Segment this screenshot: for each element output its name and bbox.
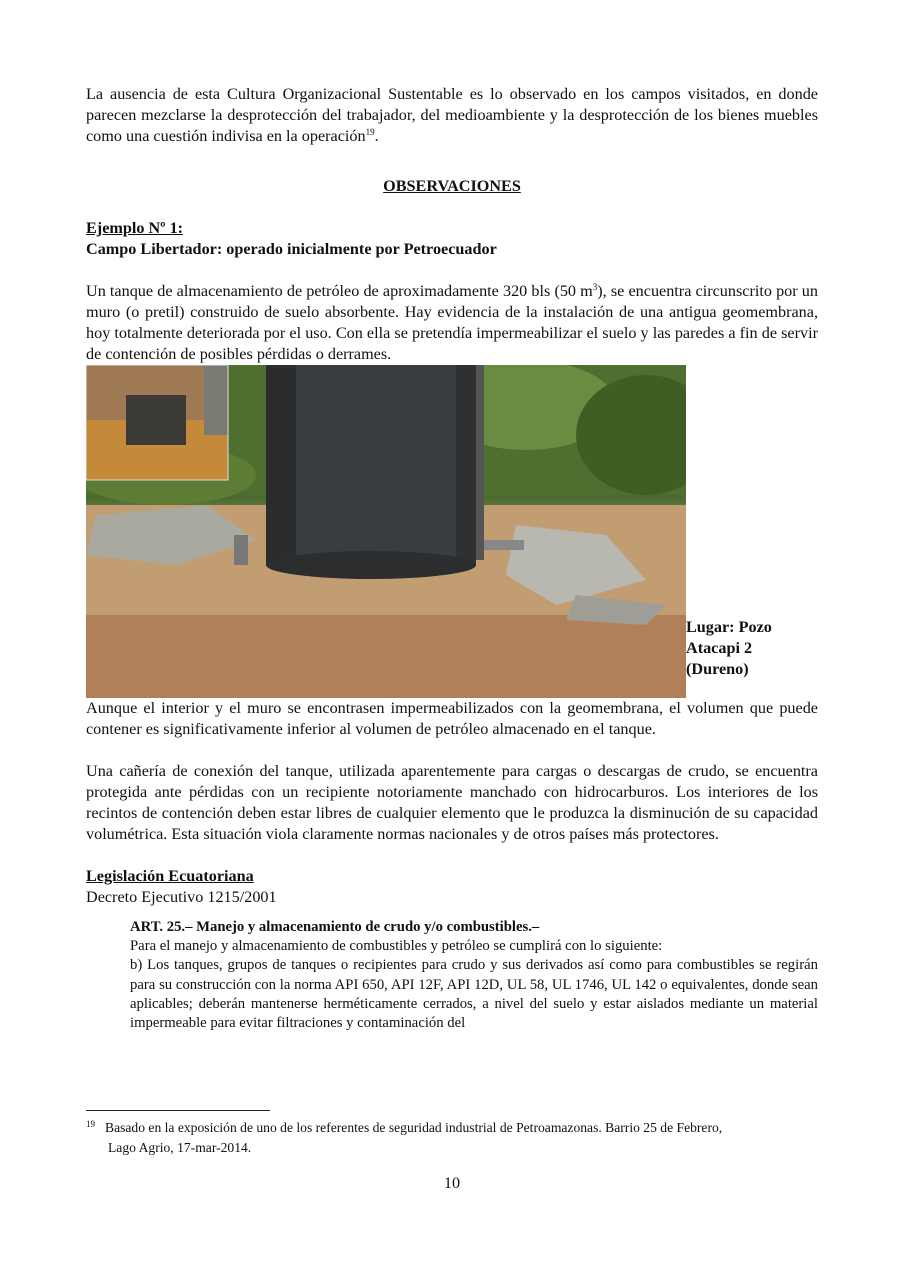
article-clause-b: b) Los tanques, grupos de tanques o recipientes para crudo y sus derivados así como para combustibles se regirán para su construcción con la norma API 650, API 12F, API 12D, UL 58, UL 1746, UL 142 o equivalentes, donde sean aplicables; deberán mantenerse herméticamente cerrados, a nivel del suelo y estar aislados mediante un material impermeable para evitar filtraciones y contaminación del (130, 957, 818, 1032)
footnote: $^{19}$ Basado en la exposición de uno de los referentes de seguridad industrial de Petroamazonas. Barrio 25 de Febrero, Lago Agrio, 17-mar-2014. (86, 1119, 723, 1155)
example-paragraph-1: Un tanque de almacenamiento de petróleo de aproximadamente 320 bls (50 $m^3$), se encuentra circunscrito por un muro (o pretil) construido de suelo absorbente. Hay evidencia de la instalación de una antigua geomembrana, hoy totalmente deteriorada por el uso. Con ella se pretendía impermeabilizar el suelo y las paredes a fin de servir de contención de posibles pérdidas o derrames. (86, 282, 818, 363)
page-body (86, 84, 818, 1033)
example-paragraph-2: Aunque el interior y el muro se encontrasen impermeabilizados con la geomembrana, el volumen que puede contener es significativamente inferior al volumen de petróleo almacenado en el tanque. (86, 699, 818, 738)
footnote-reference[interactable]: 19 (365, 127, 375, 137)
footnote-divider (86, 1110, 270, 1111)
article-title: ART. 25.– Manejo y almacenamiento de crudo y/o combustibles.– (130, 919, 540, 935)
article-quote (130, 918, 818, 1033)
article-intro: Para el manejo y almacenamiento de combustibles y petróleo se cumplirá con lo siguiente: (130, 938, 663, 955)
example-paragraph-3: Una cañería de conexión del tanque, utilizada aparentemente para cargas o descargas de crudo, se encuentra protegida ante pérdidas con un recipiente notoriamente manchado con hidrocarburos. Los interiores de los recintos de contención deben estar libres de cualquier elemento que le produzca la disminución de su capacidad volumétrica. Esta situación viola claramente normas nacionales y de otros países más protectores. (86, 762, 818, 843)
decree-reference: Decreto Ejecutivo 1215/2001 (86, 888, 277, 906)
legislation-title: Legislación Ecuatoriana (86, 867, 254, 885)
intro-paragraph: La ausencia de esta Cultura Organizacional Sustentable es lo observado en los campos visitados, en donde parecen mezclarse la desprotección del trabajador, del medioambiente y la desprotección de los bienes muebles como una cuestión indivisa en la operación$^{19}$. (86, 85, 818, 145)
footnote-number: 19 (86, 1119, 95, 1129)
page-number: 10 (443, 1174, 461, 1192)
example-subtitle: Campo Libertador: operado inicialmente por Petroecuador (86, 240, 497, 258)
oil-tank-photo (86, 365, 686, 698)
photo-caption: Lugar: Pozo Atacapi 2 (Dureno) (686, 618, 772, 678)
example-label: Ejemplo Nº 1: (86, 219, 184, 237)
photo-figure (86, 365, 818, 698)
section-heading: OBSERVACIONES (383, 177, 521, 195)
